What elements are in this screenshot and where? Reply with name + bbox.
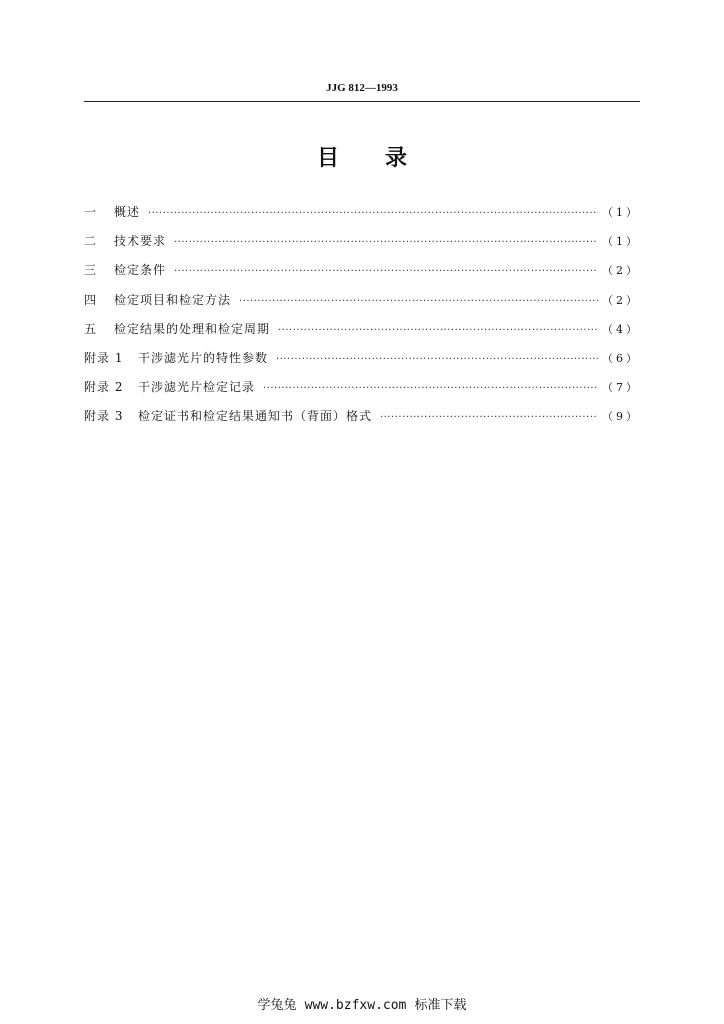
toc-entry[interactable] (84, 378, 640, 407)
toc-entry-label: 技术要求 (114, 234, 167, 249)
toc-entry-leader (278, 325, 598, 336)
toc-entry-number: 五 (84, 321, 98, 336)
toc-entry-label: 检定条件 (114, 263, 167, 278)
toc-entry[interactable] (84, 407, 640, 436)
toc-entry-label: 干涉滤光片检定记录 (138, 380, 256, 395)
toc-entry[interactable] (84, 320, 640, 349)
toc-title (0, 141, 724, 172)
toc-entry[interactable] (84, 349, 640, 378)
toc-entry-leader (276, 354, 598, 365)
toc-entry-page: （9） (602, 410, 640, 424)
toc-entry-page: （2） (602, 264, 640, 278)
toc-entry-leader (148, 208, 598, 219)
toc-entry-page: （2） (602, 293, 640, 307)
toc-entry-number: 二 (84, 234, 98, 249)
toc-entry-number: 附录 1 (84, 350, 124, 365)
footer-tagline: 标准下载 (414, 998, 467, 1013)
toc-entry-label: 检定项目和检定方法 (114, 292, 232, 307)
toc-entry-label: 检定证书和检定结果通知书（背面）格式 (138, 409, 373, 424)
toc-entry-number: 三 (84, 263, 98, 278)
toc-entry-label: 干涉滤光片的特性参数 (138, 350, 269, 365)
footer-site-link[interactable]: www.bzfxw.com (304, 998, 407, 1013)
footer-brand: 学兔兔 (257, 998, 297, 1013)
toc-entry-label: 概述 (114, 205, 141, 219)
toc-list (84, 203, 640, 437)
header-divider (84, 101, 640, 102)
toc-entry-number: 一 (84, 205, 98, 219)
toc-entry-number: 附录 3 (84, 409, 124, 424)
toc-entry-leader (174, 266, 598, 277)
toc-entry-page: （6） (602, 351, 640, 365)
toc-entry[interactable] (84, 232, 640, 261)
toc-entry-label: 检定结果的处理和检定周期 (114, 321, 271, 336)
toc-entry[interactable] (84, 291, 640, 320)
toc-entry-leader (174, 237, 598, 248)
toc-entry-number: 四 (84, 292, 98, 307)
toc-entry-page: （4） (602, 322, 640, 336)
standard-code: JJG 812—1993 (326, 82, 398, 94)
toc-entry-leader (239, 296, 598, 307)
toc-entry[interactable] (84, 261, 640, 290)
toc-entry[interactable] (84, 203, 640, 232)
footer-watermark (0, 994, 724, 1013)
toc-title-char-1: 目 (316, 146, 339, 171)
toc-entry-number: 附录 2 (84, 380, 124, 395)
toc-title-char-2: 录 (385, 146, 408, 171)
toc-entry-leader (263, 383, 598, 394)
toc-entry-page: （1） (602, 235, 640, 249)
toc-entry-page: （7） (602, 381, 640, 395)
toc-entry-page: （1） (602, 206, 640, 219)
toc-entry-leader (380, 412, 598, 423)
